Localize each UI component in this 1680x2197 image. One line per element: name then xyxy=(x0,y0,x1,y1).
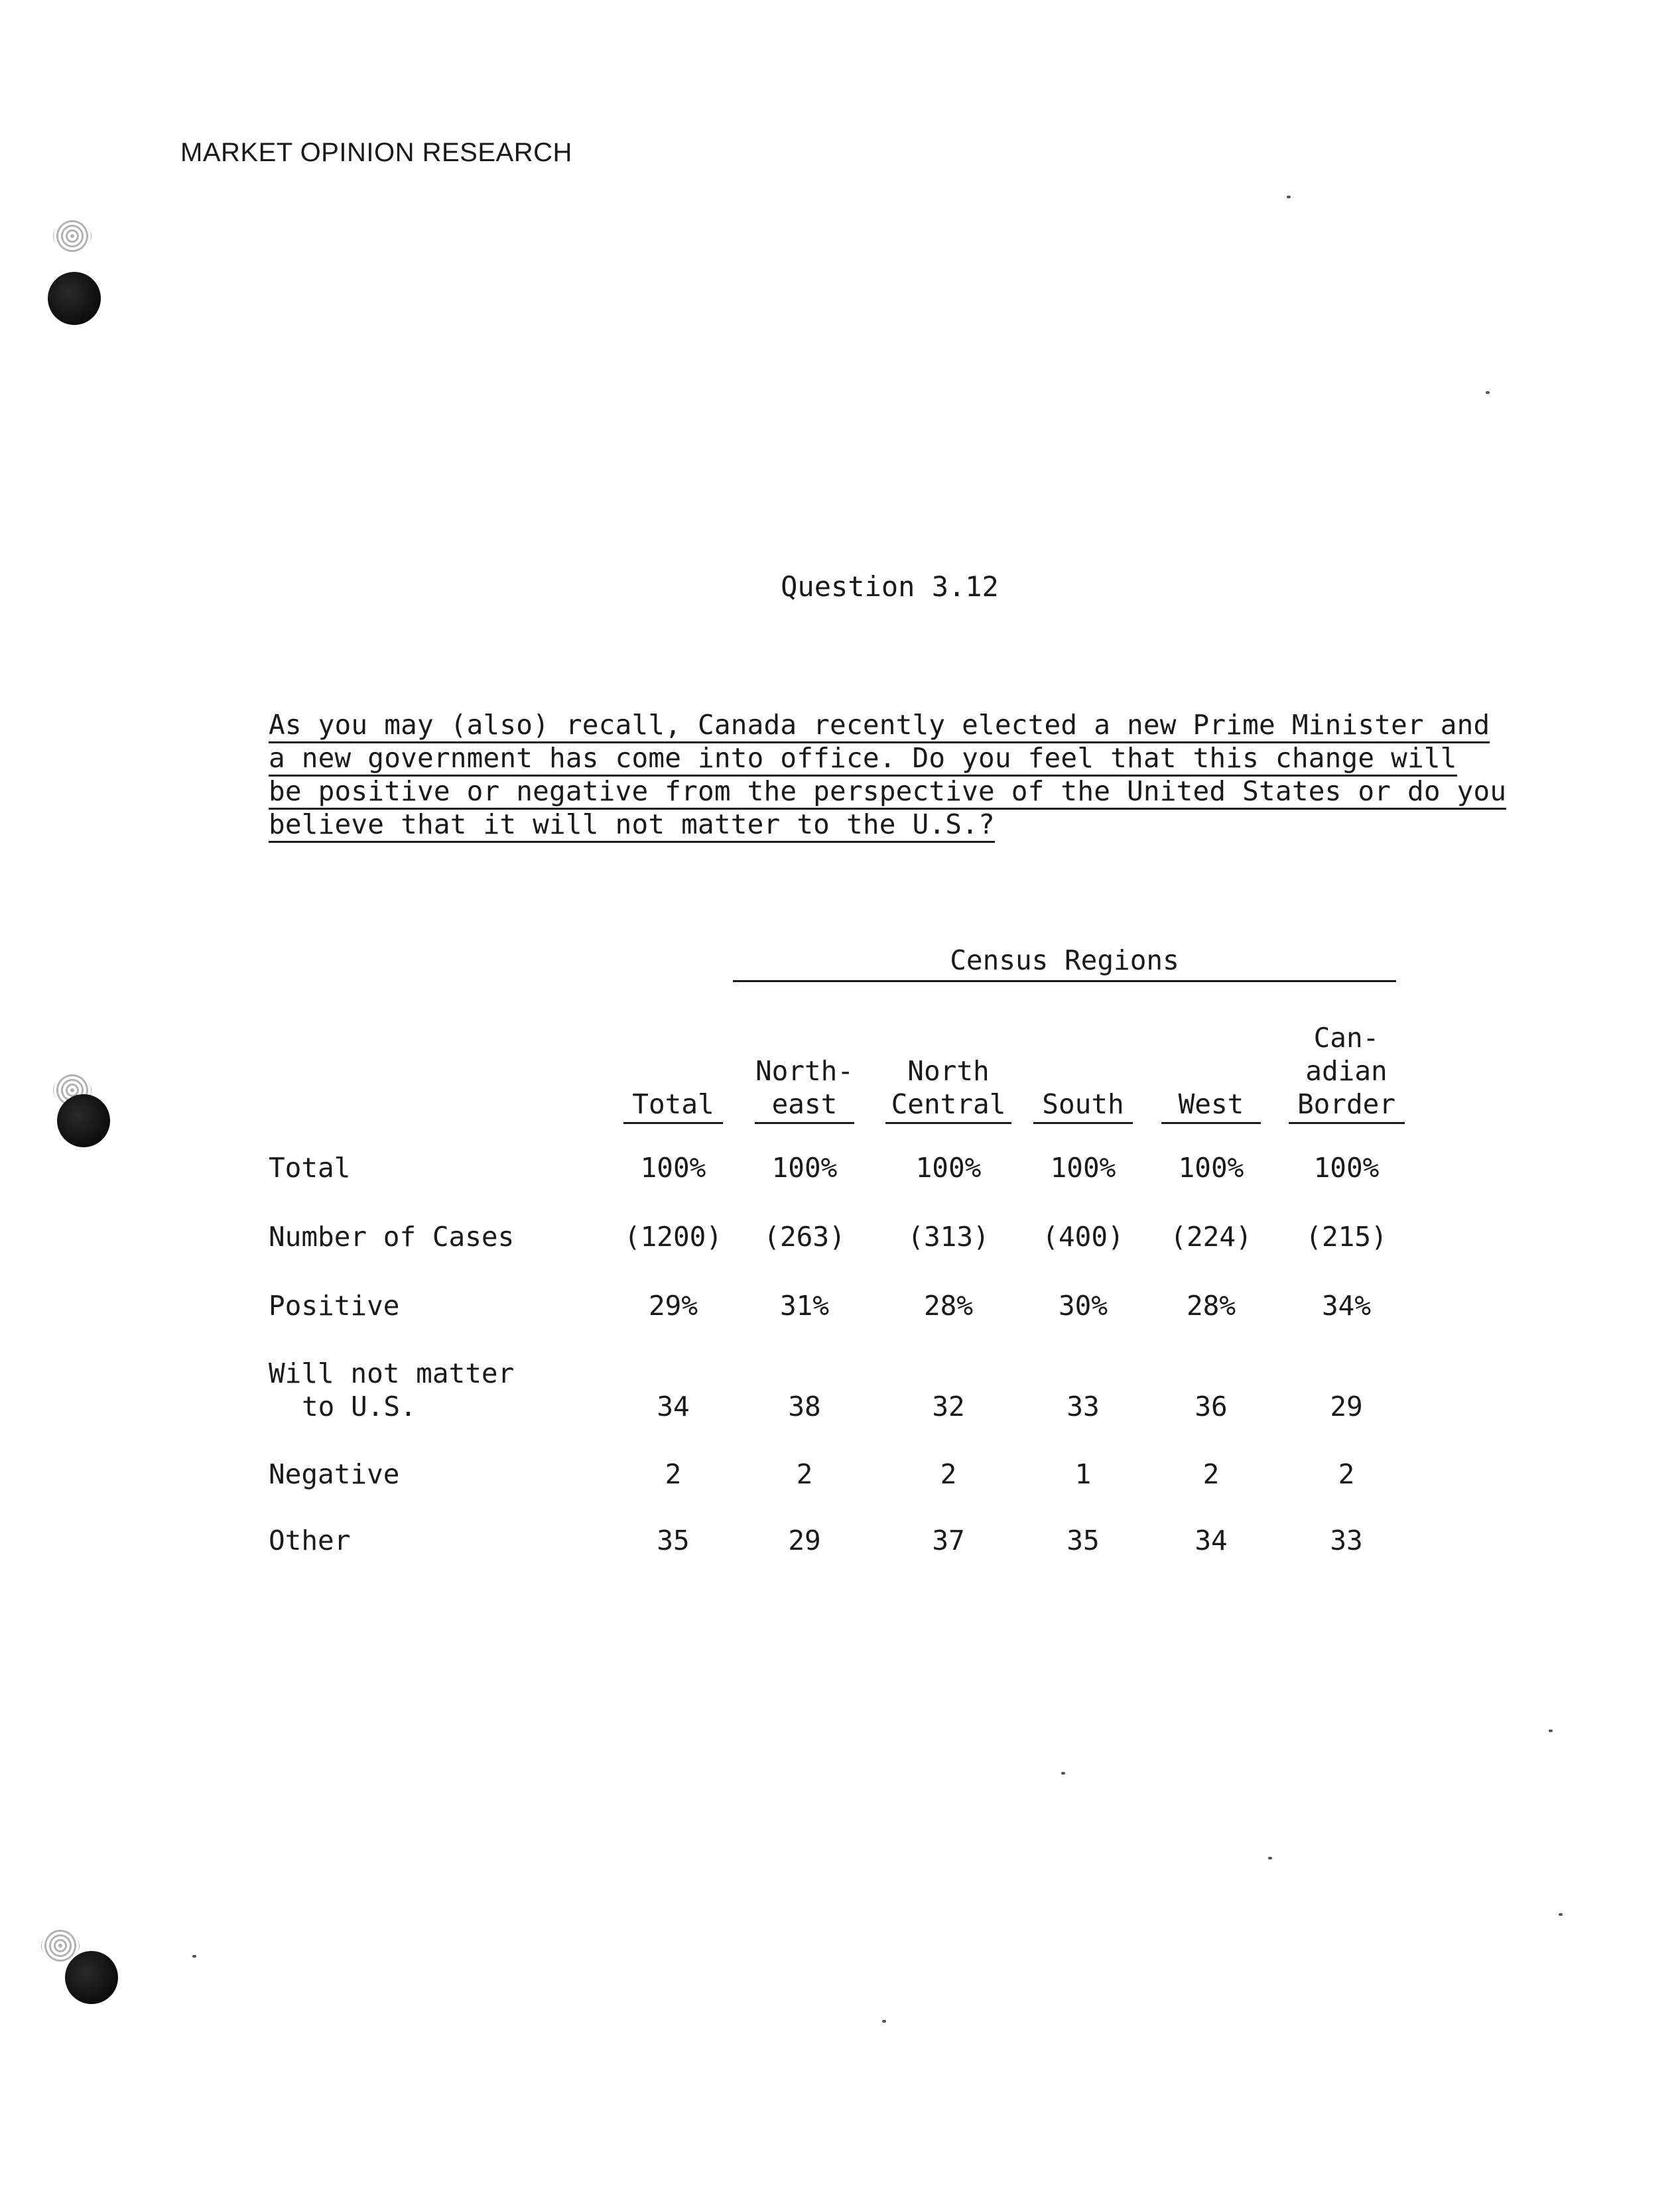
table-cell: 33 xyxy=(1066,1391,1100,1422)
table-cell: 28% xyxy=(923,1290,974,1322)
question-text xyxy=(269,708,1552,841)
table-cell: (313) xyxy=(907,1221,990,1253)
table-cell: 32 xyxy=(932,1391,965,1422)
column-header xyxy=(1161,1088,1261,1124)
column-header xyxy=(885,1054,1011,1124)
column-header-line: adian xyxy=(1305,1055,1388,1087)
table-cell: 100% xyxy=(1178,1152,1244,1184)
table-cell: 35 xyxy=(1066,1525,1100,1556)
question-line: a new government has come into office. Do you feel that this change will xyxy=(269,742,1457,777)
census-regions-rule xyxy=(733,980,1396,982)
row-label xyxy=(269,1458,399,1491)
table-cell: 37 xyxy=(932,1525,965,1556)
row-label xyxy=(269,1151,350,1184)
row-label xyxy=(269,1357,514,1423)
column-header-line: Can- xyxy=(1313,1022,1380,1054)
punch-hole-top xyxy=(48,272,101,325)
table-cell: 2 xyxy=(1338,1458,1355,1490)
table-cell: (215) xyxy=(1305,1221,1388,1253)
table-cell: 29 xyxy=(788,1525,821,1556)
table-cell: 29% xyxy=(648,1290,698,1322)
scan-speck xyxy=(1559,1913,1563,1916)
table-cell: 34% xyxy=(1321,1290,1372,1322)
scan-speck xyxy=(1061,1772,1065,1775)
column-header xyxy=(1033,1088,1133,1124)
census-regions-header: Census Regions xyxy=(950,944,1179,976)
row-label-line: Negative xyxy=(269,1458,400,1490)
row-label xyxy=(269,1289,399,1322)
table-cell: (400) xyxy=(1042,1221,1124,1253)
scan-speck xyxy=(1287,196,1291,198)
table-cell: (224) xyxy=(1170,1221,1252,1253)
row-label-line: Other xyxy=(269,1525,351,1556)
question-line: believe that it will not matter to the U.S.? xyxy=(269,808,995,843)
table-cell: 35 xyxy=(657,1525,690,1556)
punch-hole-middle xyxy=(57,1094,110,1147)
table-cell: 28% xyxy=(1186,1290,1236,1322)
table-cell: 2 xyxy=(940,1458,957,1490)
table-cell: 36 xyxy=(1195,1391,1228,1422)
table-cell: 34 xyxy=(657,1391,690,1422)
table-cell: (263) xyxy=(763,1221,846,1253)
table-cell: 100% xyxy=(771,1152,838,1184)
row-label xyxy=(269,1220,514,1253)
scan-speck xyxy=(1268,1857,1272,1859)
column-header-line: Central xyxy=(891,1088,1006,1120)
row-label-line: Will not matter xyxy=(269,1357,515,1389)
table-cell: 100% xyxy=(1050,1152,1116,1184)
scan-speck xyxy=(192,1955,196,1958)
table-cell: 1 xyxy=(1074,1458,1092,1490)
question-line: be positive or negative from the perspective of the United States or do you xyxy=(269,775,1506,810)
column-header-line: South xyxy=(1042,1088,1124,1120)
table-cell: 29 xyxy=(1330,1391,1363,1422)
column-header xyxy=(1289,1021,1405,1124)
column-header-line: east xyxy=(771,1088,838,1120)
row-label-line: Number of Cases xyxy=(269,1221,515,1253)
row-label xyxy=(269,1524,350,1557)
row-label-line: to U.S. xyxy=(302,1391,417,1422)
column-header-line: Border xyxy=(1297,1088,1396,1120)
row-label-line: Total xyxy=(269,1152,351,1184)
table-cell: (1200) xyxy=(623,1221,723,1253)
letterhead: MARKET OPINION RESEARCH xyxy=(180,138,572,167)
column-header xyxy=(755,1054,854,1124)
row-label-line: Positive xyxy=(269,1290,400,1322)
question-title: Question 3.12 xyxy=(781,570,999,603)
column-header-line: North xyxy=(907,1055,990,1087)
punch-hole-speck-top xyxy=(53,220,92,252)
scan-speck xyxy=(882,2020,886,2023)
table-cell: 31% xyxy=(779,1290,830,1322)
table-cell: 100% xyxy=(640,1152,706,1184)
column-header-line: Total xyxy=(632,1088,714,1120)
table-cell: 100% xyxy=(1313,1152,1380,1184)
table-cell: 100% xyxy=(915,1152,982,1184)
column-header-line: West xyxy=(1178,1088,1244,1120)
table-cell: 34 xyxy=(1195,1525,1228,1556)
table-cell: 2 xyxy=(665,1458,682,1490)
table-cell: 33 xyxy=(1330,1525,1363,1556)
scan-speck xyxy=(1549,1729,1553,1732)
punch-hole-bottom xyxy=(65,1951,118,2004)
question-line: As you may (also) recall, Canada recently elected a new Prime Minister and xyxy=(269,709,1490,743)
scan-speck xyxy=(1486,391,1490,394)
column-header xyxy=(623,1088,723,1124)
table-cell: 2 xyxy=(1202,1458,1220,1490)
table-cell: 2 xyxy=(796,1458,813,1490)
table-cell: 38 xyxy=(788,1391,821,1422)
table-cell: 30% xyxy=(1058,1290,1108,1322)
column-header-line: North- xyxy=(755,1055,854,1087)
